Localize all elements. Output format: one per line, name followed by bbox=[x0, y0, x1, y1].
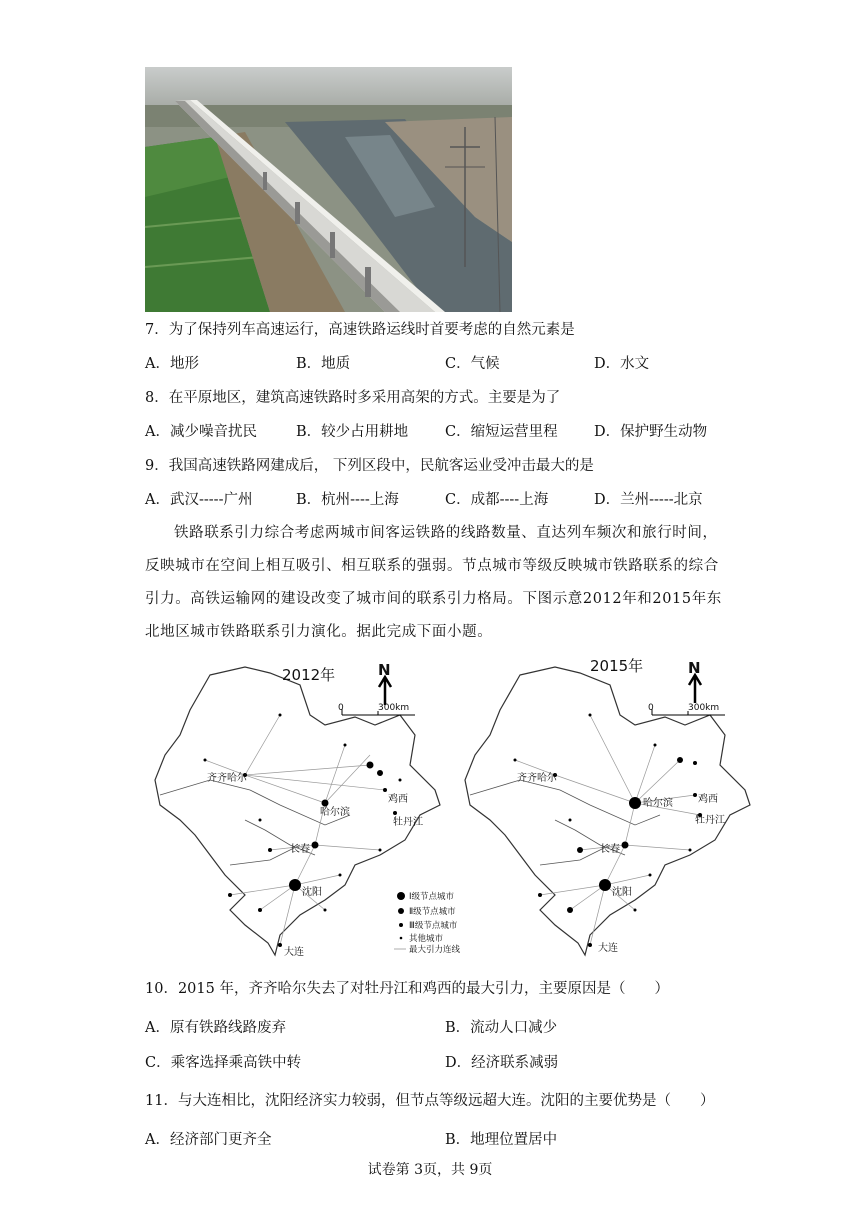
map-2015-north-label: N bbox=[688, 659, 701, 677]
city-label-mudanjiang: 牡丹江 bbox=[393, 817, 423, 828]
map-2015-scale-end: 300km bbox=[688, 703, 720, 713]
q9-option-c: C．成都----上海 bbox=[445, 492, 549, 508]
q8-option-d: D．保护野生动物 bbox=[594, 424, 708, 440]
q9-option-b: B．杭州----上海 bbox=[296, 492, 399, 508]
q8-option-a: A．减少噪音扰民 bbox=[145, 424, 257, 440]
city-label-jixi: 鸡西 bbox=[698, 794, 718, 805]
passage-line-1: 铁路联系引力综合考虑两城市间客运铁路的线路数量、直达列车频次和旅行时间， bbox=[174, 525, 718, 541]
elevated-railway-photo bbox=[145, 67, 512, 312]
question-8-stem: 8．在平原地区，建筑高速铁路时多采用高架的方式。主要是为了 bbox=[145, 390, 561, 406]
q10-option-c: C．乘客选择乘高铁中转 bbox=[145, 1055, 302, 1071]
q7-option-d: D．水文 bbox=[594, 356, 650, 372]
city-label-dalian: 大连 bbox=[598, 943, 618, 954]
city-label-dalian: 大连 bbox=[284, 947, 304, 958]
city-label-qiqihar: 齐齐哈尔 bbox=[207, 773, 247, 784]
legend-max-gravity-line: 最大引力连线 bbox=[409, 945, 461, 955]
city-label-changchun: 长春 bbox=[600, 844, 620, 855]
reading-passage bbox=[145, 517, 725, 649]
legend-level-2: Ⅱ级节点城市 bbox=[409, 907, 456, 917]
legend-level-1: Ⅰ级节点城市 bbox=[409, 892, 455, 902]
city-label-shenyang: 沈阳 bbox=[612, 887, 632, 898]
city-label-qiqihar: 齐齐哈尔 bbox=[517, 773, 557, 784]
passage-line-2: 反映城市在空间上相互吸引、相互联系的强弱。节点城市等级反映城市铁路联系的综合 bbox=[145, 558, 719, 574]
q9-option-d: D．兰州-----北京 bbox=[594, 492, 703, 508]
q10-option-a: A．原有铁路线路废弃 bbox=[145, 1020, 286, 1036]
city-label-harbin: 哈尔滨 bbox=[320, 807, 350, 818]
map-2012-year: 2012年 bbox=[282, 666, 336, 684]
passage-line-3: 引力。高铁运输网的建设改变了城市间的联系引力格局。下图示意2012年和2015年东 bbox=[145, 591, 722, 607]
q7-option-a: A．地形 bbox=[145, 356, 199, 372]
question-7-stem: 7．为了保持列车高速运行，高速铁路运线时首要考虑的自然元素是 bbox=[145, 322, 575, 338]
map-2015-year: 2015年 bbox=[590, 657, 644, 675]
city-label-mudanjiang: 牡丹江 bbox=[695, 815, 725, 826]
q7-option-c: C．气候 bbox=[445, 356, 500, 372]
map-2012 bbox=[150, 655, 461, 965]
question-10-stem: 10．2015 年，齐齐哈尔失去了对牡丹江和鸡西的最大引力，主要原因是（ ） bbox=[145, 981, 669, 997]
q10-option-b: B．流动人口减少 bbox=[445, 1020, 558, 1036]
map-2015-scale-start: 0 bbox=[648, 703, 654, 713]
map-2012-scale-start: 0 bbox=[338, 703, 344, 713]
map-legend bbox=[394, 891, 461, 955]
question-9-stem: 9．我国高速铁路网建成后， 下列区段中，民航客运业受冲击最大的是 bbox=[145, 458, 594, 474]
north-arrow-icon bbox=[379, 677, 391, 705]
q7-option-b: B．地质 bbox=[296, 356, 351, 372]
city-label-shenyang: 沈阳 bbox=[302, 887, 322, 898]
q8-option-b: B．较少占用耕地 bbox=[296, 424, 409, 440]
question-11-stem: 11．与大连相比，沈阳经济实力较弱，但节点等级远超大连。沈阳的主要优势是（ ） bbox=[145, 1093, 715, 1109]
legend-level-3: Ⅲ级节点城市 bbox=[409, 921, 458, 931]
q10-option-d: D．经济联系减弱 bbox=[445, 1055, 559, 1071]
city-label-changchun: 长春 bbox=[290, 844, 310, 855]
q11-option-a: A．经济部门更齐全 bbox=[145, 1132, 272, 1148]
q8-option-c: C．缩短运营里程 bbox=[445, 424, 558, 440]
city-label-harbin: 哈尔滨 bbox=[643, 798, 673, 809]
map-2015 bbox=[460, 655, 760, 965]
passage-line-4: 北地区城市铁路联系引力演化。据此完成下面小题。 bbox=[145, 624, 493, 640]
city-label-jixi: 鸡西 bbox=[388, 794, 408, 805]
q9-option-a: A．武汉-----广州 bbox=[145, 492, 253, 508]
map-2012-north-label: N bbox=[378, 661, 391, 679]
legend-other: 其他城市 bbox=[409, 934, 444, 944]
map-2012-scale-end: 300km bbox=[378, 703, 410, 713]
page-footer: 试卷第 3页，共 9页 bbox=[367, 1162, 493, 1178]
north-arrow-icon bbox=[689, 675, 701, 703]
q11-option-b: B．地理位置居中 bbox=[445, 1132, 558, 1148]
